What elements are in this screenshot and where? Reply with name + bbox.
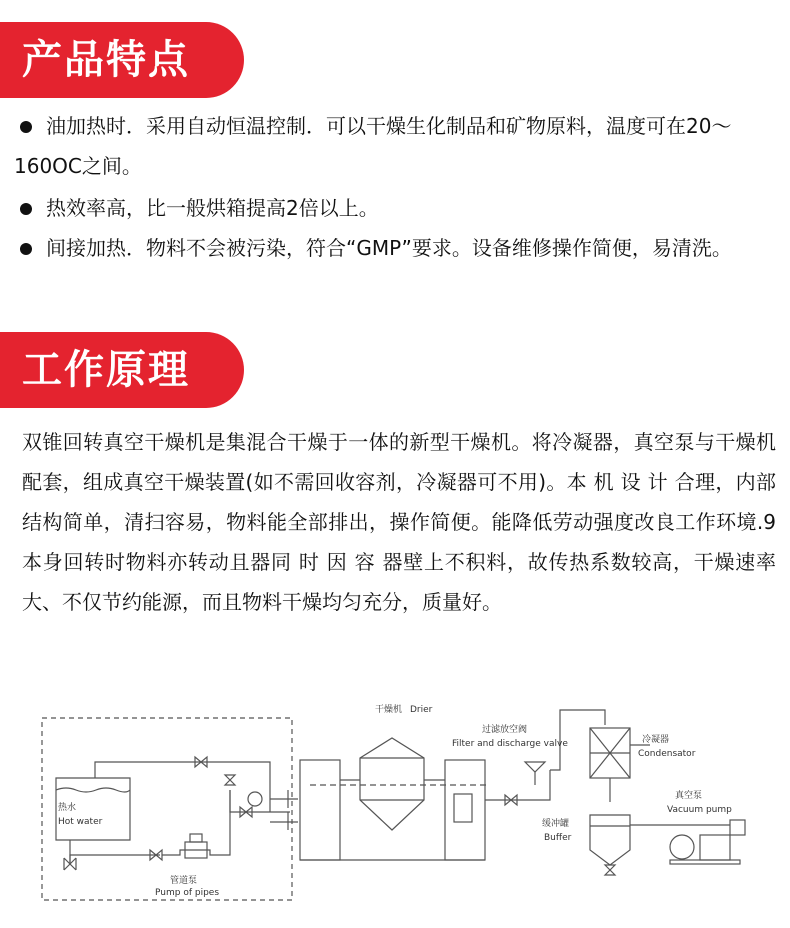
hot-water-label-cn: 热水 — [58, 803, 77, 813]
bullet-icon — [20, 121, 32, 133]
drier-label-cn: 干燥机 — [375, 705, 403, 715]
features-section-header — [0, 22, 244, 98]
condenser-label-cn: 冷凝器 — [642, 735, 670, 745]
principle-section-header — [0, 332, 244, 408]
process-diagram — [30, 690, 775, 915]
pump-label-cn: 管道泵 — [170, 876, 198, 886]
vacuum-pump-icon — [670, 820, 745, 864]
pump-icon — [185, 834, 207, 858]
buffer-tank-icon — [590, 815, 630, 865]
feature-text: 热效率高，比一般烘箱提高2倍以上。 — [46, 196, 379, 220]
filter-valve-icon — [525, 762, 545, 772]
pressure-gauge-icon — [248, 792, 262, 806]
buffer-label-cn: 缓冲罐 — [542, 819, 570, 829]
pump-label-en: Pump of pipes — [155, 888, 220, 898]
vacuum-label-cn: 真空泵 — [675, 791, 703, 801]
feature-item — [14, 228, 776, 268]
feature-item — [14, 188, 776, 228]
feature-text: 油加热时．采用自动恒温控制．可以干燥生化制品和矿物原料，温度可在20～160OC之间。 — [14, 114, 732, 178]
features-title: 产品特点 — [22, 37, 190, 83]
bullet-icon — [20, 243, 32, 255]
drier-label-en: Drier — [410, 705, 433, 715]
condenser-label-en: Condensator — [638, 749, 696, 759]
drier-icon — [300, 738, 485, 860]
condenser-icon — [590, 728, 630, 778]
principle-text: 双锥回转真空干燥机是集混合干燥于一体的新型干燥机。将冷凝器，真空泵与干燥机配套，组成真空干燥装置(如不需回收容剂，冷凝器可不用)。本 机 设 计 合理，内部结构简单，清扫容易，物料能全部排出，操作简便。能降低劳动强度改良工作环境.9本身回转时物料亦转动且器同 时 因 容 器壁上不积料，故传热系数较高，干燥速率大、不仅节约能源，而且物料干燥均匀充分，质量好。 — [22, 430, 776, 614]
principle-title: 工作原理 — [22, 347, 190, 393]
feature-text: 间接加热．物料不会被污染，符合“GMP”要求。设备维修操作简便，易清洗。 — [46, 236, 732, 260]
hot-water-label-en: Hot water — [58, 817, 103, 827]
valve-icon — [225, 775, 235, 785]
filter-label-cn: 过滤放空阀 — [482, 725, 528, 735]
feature-item — [14, 106, 776, 186]
buffer-label-en: Buffer — [544, 833, 572, 843]
vacuum-label-en: Vacuum pump — [667, 805, 732, 815]
filter-label-en: Filter and discharge valve — [452, 739, 568, 749]
bullet-icon — [20, 203, 32, 215]
heating-loop-boundary — [42, 718, 292, 900]
